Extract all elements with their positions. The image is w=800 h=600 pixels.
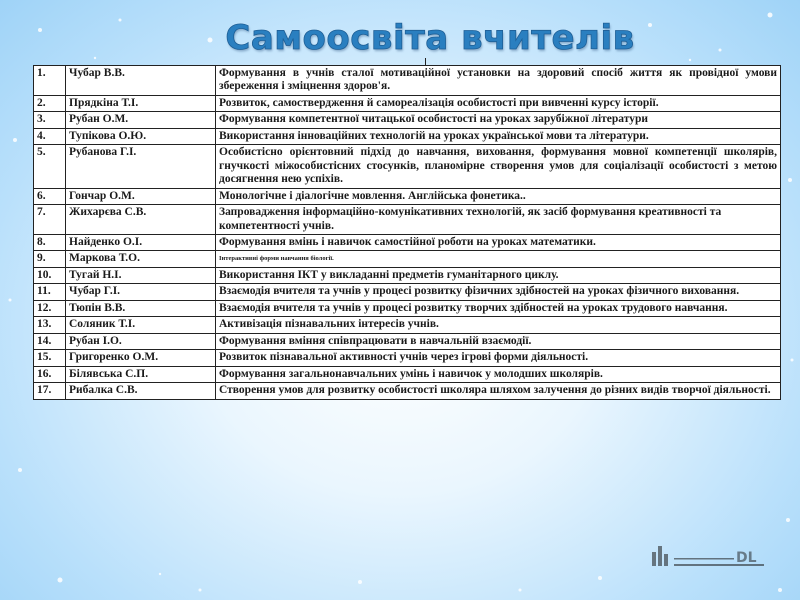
teacher-name: Чубар В.В. [66, 66, 216, 96]
topic-text: Формування в учнів сталої мотиваційної установки на здоровий спосіб життя як провідної умови збереження і зміцнення здоров'я. [216, 66, 781, 96]
teacher-name: Прядкіна Т.І. [66, 95, 216, 111]
row-number: 6. [34, 188, 66, 204]
teacher-name: Білявська С.П. [66, 366, 216, 382]
row-number: 2. [34, 95, 66, 111]
table-row [34, 66, 781, 96]
page-title: Самоосвіта вчителів [225, 18, 635, 58]
topic-text: Формування компетентної читацької особистості на уроках зарубіжної літератури [216, 112, 781, 128]
teacher-name: Тупікова О.Ю. [66, 128, 216, 144]
table-row [34, 317, 781, 333]
topic-text: Монологічне і діалогічне мовлення. Англійська фонетика.. [216, 188, 781, 204]
teacher-name: Маркова Т.О. [66, 251, 216, 267]
table-row [34, 267, 781, 283]
table-row [34, 251, 781, 267]
topic-text: Використання ІКТ у викладанні предметів гуманітарного циклу. [216, 267, 781, 283]
row-number: 9. [34, 251, 66, 267]
topic-text: Особистісно орієнтовний підхід до навчання, виховання, формування мовної компетенції школярів, гнучкості міжособистісних стосунків, планомірне створення умов для соціалізації особистості з метою досягнення нею успіхів. [216, 145, 781, 188]
topic-text: Використання інноваційних технологій на уроках української мови та літератури. [216, 128, 781, 144]
table-row [34, 95, 781, 111]
table-row [34, 284, 781, 300]
watermark-text: DL [736, 550, 757, 566]
row-number: 11. [34, 284, 66, 300]
teacher-name: Рубан І.О. [66, 333, 216, 349]
table-row [34, 350, 781, 366]
topic-text: Активізація пізнавальних інтересів учнів. [216, 317, 781, 333]
topic-text: Запровадження інформаційно-комунікативних технологій, як засіб формування креативності та компетентності учнів. [216, 205, 781, 235]
topic-text: Інтерактивні форми навчання біології. [216, 251, 781, 267]
row-number: 10. [34, 267, 66, 283]
table-row [34, 333, 781, 349]
topic-text: Формування загальнонавчальних умінь і навичок у молодших школярів. [216, 366, 781, 382]
teacher-name: Рибалка С.В. [66, 383, 216, 399]
teacher-name: Жихарєва С.В. [66, 205, 216, 235]
teacher-name: Рубанова Г.І. [66, 145, 216, 188]
table-row [34, 188, 781, 204]
self-education-table [33, 65, 781, 400]
table-row [34, 383, 781, 399]
table-row [34, 145, 781, 188]
row-number: 1. [34, 66, 66, 96]
teacher-name: Тюпін В.В. [66, 300, 216, 316]
teacher-name: Соляник Т.І. [66, 317, 216, 333]
teacher-name: Тугай Н.І. [66, 267, 216, 283]
row-number: 8. [34, 234, 66, 250]
teacher-name: Чубар Г.І. [66, 284, 216, 300]
row-number: 4. [34, 128, 66, 144]
row-number: 7. [34, 205, 66, 235]
topic-text: Формування вміння співпрацювати в навчальній взаємодії. [216, 333, 781, 349]
topic-text: Взаємодія вчителя та учнів у процесі розвитку фізичних здібностей на уроках фізичного виховання. [216, 284, 781, 300]
row-number: 15. [34, 350, 66, 366]
table-row [34, 205, 781, 235]
topic-text: Формування вмінь і навичок самостійної роботи на уроках математики. [216, 234, 781, 250]
row-number: 3. [34, 112, 66, 128]
table-row [34, 234, 781, 250]
teacher-name: Найденко О.І. [66, 234, 216, 250]
row-number: 16. [34, 366, 66, 382]
topic-text: Взаємодія вчителя та учнів у процесі розвитку творчих здібностей на уроках трудового навчання. [216, 300, 781, 316]
table-row [34, 128, 781, 144]
row-number: 5. [34, 145, 66, 188]
row-number: 13. [34, 317, 66, 333]
row-number: 17. [34, 383, 66, 399]
table-row [34, 366, 781, 382]
watermark-logo [612, 540, 772, 570]
topic-text: Створення умов для розвитку особистості школяра шляхом залучення до різних видів творчої діяльності. [216, 383, 781, 399]
table-row [34, 300, 781, 316]
row-number: 12. [34, 300, 66, 316]
table-row [34, 112, 781, 128]
topic-text: Розвиток, самоствердження й самореалізація особистості при вивченні курсу історії. [216, 95, 781, 111]
teacher-name: Рубан О.М. [66, 112, 216, 128]
teacher-name: Григоренко О.М. [66, 350, 216, 366]
topic-text: Розвиток пізнавальної активності учнів через ігрові форми діяльності. [216, 350, 781, 366]
row-number: 14. [34, 333, 66, 349]
teacher-name: Гончар О.М. [66, 188, 216, 204]
